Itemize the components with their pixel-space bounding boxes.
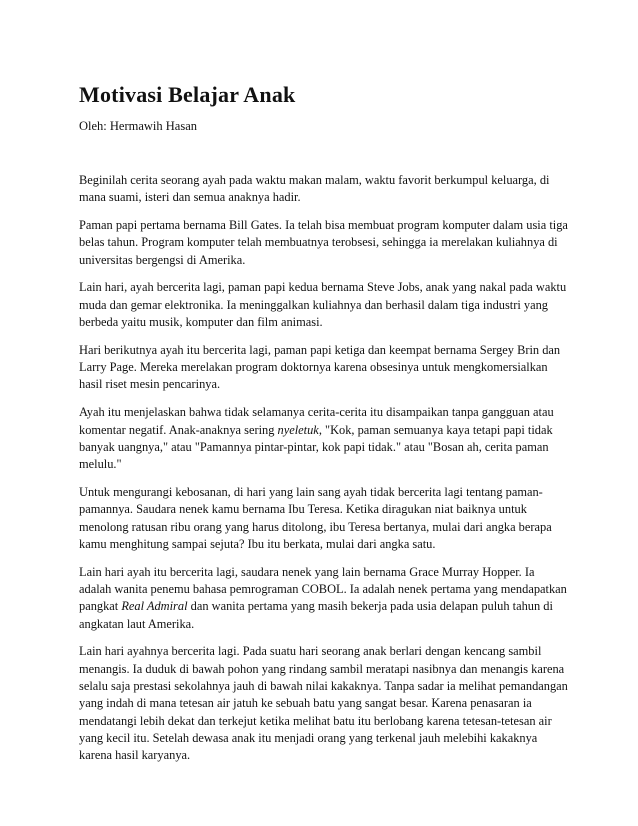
document-page — [79, 82, 569, 775]
paragraph — [79, 643, 569, 764]
paragraph — [79, 172, 569, 207]
paragraph-text: Untuk mengurangi kebosanan, di hari yang lain sang ayah tidak bercerita lagi tentang paman-pamannya. Saudara nenek kamu bernama Ibu Teresa. Ketika diragukan niat baiknya untuk menolong ratusan ribu orang yang harus ditolong, ibu Teresa bertanya, mulai dari angka berapa kamu menghitung sampai sejuta? Ibu itu berkata, mulai dari angka satu. — [79, 484, 552, 551]
paragraph-text: Beginilah cerita seorang ayah pada waktu makan malam, waktu favorit berkumpul keluarga, di mana suami, isteri dan semua anaknya hadir. — [79, 173, 550, 205]
paragraph-text: dan wanita pertama yang masih bekerja pada usia delapan puluh tahun di angkatan laut Amerika. — [79, 599, 553, 631]
italic-text: Real Admiral — [121, 599, 188, 614]
paragraph-text: Lain hari ayahnya bercerita lagi. Pada suatu hari seorang anak berlari dengan kencang sambil menangis. Ia duduk di bawah pohon yang rindang sambil meratapi nasibnya dan menangis karena selalu saja prestasi sekolahnya jauh di bawah nilai kakaknya. Tanpa sadar ia melihat pemandangan yang indah di mana tetesan air jatuh ke sebuah batu yang sangat besar. Karena penasaran ia mendatangi lebih dekat dan terkejut ketika melihat batu itu berlobang karena tetesan-tetesan air yang kecil itu. Setelah dewasa anak itu menjadi orang yang terkenal jauh melebihi kakaknya karena hasil karyanya. — [79, 644, 568, 763]
paragraph — [79, 342, 569, 394]
document-title: Motivasi Belajar Anak — [79, 82, 296, 107]
paragraph — [79, 404, 569, 473]
paragraph — [79, 564, 569, 633]
document-author: Oleh: Hermawih Hasan — [79, 119, 198, 133]
paragraph-text: Paman papi pertama bernama Bill Gates. Ia telah bisa membuat program komputer dalam usia tiga belas tahun. Program komputer telah membuatnya terobsesi, sehingga ia merelakan kuliahnya di universitas bergengsi di Amerika. — [79, 218, 568, 267]
paragraph — [79, 279, 569, 331]
paragraph — [79, 217, 569, 269]
paragraph — [79, 484, 569, 553]
paragraph-text: Hari berikutnya ayah itu bercerita lagi, paman papi ketiga dan keempat bernama Sergey Brin dan Larry Page. Mereka merelakan program doktornya karena obsesinya untuk mengkomersialkan hasil riset mesin pencarinya. — [79, 342, 561, 392]
paragraph-text: Lain hari ayah itu bercerita lagi, saudara nenek yang lain bernama Grace Murray Hopper. Ia adalah wanita penemu bahasa pemrograman COBOL. Ia adalah nenek pertama yang mendapatkan pangkat — [79, 564, 567, 614]
paragraph-text: Lain hari, ayah bercerita lagi, paman papi kedua bernama Steve Jobs, anak yang nakal pada waktu muda dan gemar elektronika. Ia meninggalkan kuliahnya dan berhasil dalam tiga industri yang berbeda yaitu musik, komputer dan film animasi. — [79, 280, 567, 330]
paragraph-text: , "Kok, paman semuanya kaya tetapi papi tidak banyak uangnya," atau "Pamannya pintar-pintar, kok papi tidak." atau "Bosan ah, cerita paman melulu." — [79, 422, 553, 472]
paragraph-text: Ayah itu menjelaskan bahwa tidak selamanya cerita-cerita itu disampaikan tanpa gangguan atau komentar negatif. Anak-anaknya sering — [79, 405, 554, 437]
italic-text: nyeletuk — [277, 422, 319, 437]
document-body — [79, 172, 569, 764]
